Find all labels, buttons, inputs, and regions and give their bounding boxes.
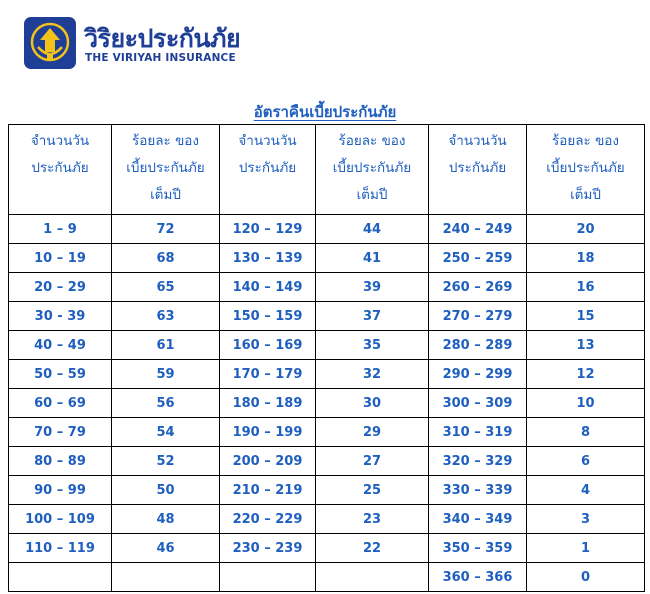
table-row xyxy=(9,389,645,418)
viriyah-emblem-icon xyxy=(24,17,76,69)
days-range-cell: 180 – 189 xyxy=(220,389,316,418)
table-header-row xyxy=(9,125,645,215)
percent-of-premium-cell: 8 xyxy=(527,418,645,447)
table-row xyxy=(9,476,645,505)
days-range-cell: 170 – 179 xyxy=(220,360,316,389)
percent-of-premium-cell: 4 xyxy=(527,476,645,505)
header-percent xyxy=(112,125,220,215)
days-range-cell: 1 – 9 xyxy=(9,215,112,244)
days-range-cell: 260 – 269 xyxy=(429,273,527,302)
percent-of-premium-cell xyxy=(316,563,429,592)
percent-of-premium-cell: 52 xyxy=(112,447,220,476)
days-range-cell: 80 – 89 xyxy=(9,447,112,476)
brand-english-name: THE VIRIYAH INSURANCE xyxy=(85,52,236,64)
percent-of-premium-cell: 44 xyxy=(316,215,429,244)
days-range-cell: 160 – 169 xyxy=(220,331,316,360)
header-line: ประกันภัย xyxy=(238,160,297,176)
days-range-cell: 290 – 299 xyxy=(429,360,527,389)
percent-of-premium-cell: 10 xyxy=(527,389,645,418)
days-range-cell: 20 – 29 xyxy=(9,273,112,302)
days-range-cell: 150 – 159 xyxy=(220,302,316,331)
percent-of-premium-cell: 61 xyxy=(112,331,220,360)
percent-of-premium-cell: 23 xyxy=(316,505,429,534)
days-range-cell: 220 – 229 xyxy=(220,505,316,534)
percent-of-premium-cell: 56 xyxy=(112,389,220,418)
table-row xyxy=(9,563,645,592)
header-line: เบี้ยประกันภัย xyxy=(332,160,412,176)
header-percent xyxy=(316,125,429,215)
header-line: เต็มปี xyxy=(356,187,388,203)
days-range-cell: 110 – 119 xyxy=(9,534,112,563)
percent-of-premium-cell: 65 xyxy=(112,273,220,302)
days-range-cell: 190 – 199 xyxy=(220,418,316,447)
percent-of-premium-cell: 68 xyxy=(112,244,220,273)
header-line: เบี้ยประกันภัย xyxy=(126,160,205,176)
header-days xyxy=(429,125,527,215)
percent-of-premium-cell: 54 xyxy=(112,418,220,447)
percent-of-premium-cell: 29 xyxy=(316,418,429,447)
header-days xyxy=(9,125,112,215)
days-range-cell: 360 – 366 xyxy=(429,563,527,592)
percent-of-premium-cell: 25 xyxy=(316,476,429,505)
percent-of-premium-cell: 16 xyxy=(527,273,645,302)
table-row xyxy=(9,447,645,476)
days-range-cell: 270 – 279 xyxy=(429,302,527,331)
percent-of-premium-cell: 39 xyxy=(316,273,429,302)
days-range-cell: 330 – 339 xyxy=(429,476,527,505)
table-row xyxy=(9,331,645,360)
days-range-cell: 140 – 149 xyxy=(220,273,316,302)
percent-of-premium-cell: 20 xyxy=(527,215,645,244)
days-range-cell: 100 – 109 xyxy=(9,505,112,534)
percent-of-premium-cell: 50 xyxy=(112,476,220,505)
percent-of-premium-cell: 48 xyxy=(112,505,220,534)
table-row xyxy=(9,505,645,534)
header-line: เต็มปี xyxy=(150,187,181,203)
days-range-cell: 240 – 249 xyxy=(429,215,527,244)
percent-of-premium-cell: 12 xyxy=(527,360,645,389)
days-range-cell: 310 – 319 xyxy=(429,418,527,447)
header-line: จำนวนวัน xyxy=(30,133,90,149)
header-line: ประกันภัย xyxy=(448,160,507,176)
table-row xyxy=(9,244,645,273)
percent-of-premium-cell: 35 xyxy=(316,331,429,360)
page-title: อัตราคืนเบี้ยประกันภัย xyxy=(253,103,397,121)
days-range-cell: 70 – 79 xyxy=(9,418,112,447)
percent-of-premium-cell: 32 xyxy=(316,360,429,389)
header-line: ประกันภัย xyxy=(31,160,89,176)
brand-thai-name: วิริยะประกันภัย xyxy=(84,24,241,53)
percent-of-premium-cell: 27 xyxy=(316,447,429,476)
days-range-cell: 60 – 69 xyxy=(9,389,112,418)
days-range-cell: 50 – 59 xyxy=(9,360,112,389)
table-row xyxy=(9,418,645,447)
table-row xyxy=(9,534,645,563)
header-days xyxy=(220,125,316,215)
days-range-cell: 250 – 259 xyxy=(429,244,527,273)
header-line: จำนวนวัน xyxy=(238,133,297,149)
percent-of-premium-cell: 37 xyxy=(316,302,429,331)
percent-of-premium-cell: 59 xyxy=(112,360,220,389)
header-line: ร้อยละ ของ xyxy=(131,133,199,149)
header-line: เบี้ยประกันภัย xyxy=(546,160,625,176)
percent-of-premium-cell: 15 xyxy=(527,302,645,331)
percent-of-premium-cell: 22 xyxy=(316,534,429,563)
table-row xyxy=(9,302,645,331)
days-range-cell: 40 – 49 xyxy=(9,331,112,360)
refund-rate-table xyxy=(8,124,645,592)
days-range-cell: 90 – 99 xyxy=(9,476,112,505)
days-range-cell: 30 - 39 xyxy=(9,302,112,331)
header-line: เต็มปี xyxy=(570,187,601,203)
percent-of-premium-cell xyxy=(112,563,220,592)
days-range-cell: 340 – 349 xyxy=(429,505,527,534)
percent-of-premium-cell: 63 xyxy=(112,302,220,331)
percent-of-premium-cell: 72 xyxy=(112,215,220,244)
percent-of-premium-cell: 41 xyxy=(316,244,429,273)
header-percent xyxy=(527,125,645,215)
days-range-cell: 300 – 309 xyxy=(429,389,527,418)
days-range-cell: 130 – 139 xyxy=(220,244,316,273)
days-range-cell: 230 – 239 xyxy=(220,534,316,563)
percent-of-premium-cell: 0 xyxy=(527,563,645,592)
percent-of-premium-cell: 18 xyxy=(527,244,645,273)
table-row xyxy=(9,215,645,244)
days-range-cell xyxy=(220,563,316,592)
percent-of-premium-cell: 30 xyxy=(316,389,429,418)
percent-of-premium-cell: 3 xyxy=(527,505,645,534)
header-line: ร้อยละ ของ xyxy=(551,133,619,149)
percent-of-premium-cell: 6 xyxy=(527,447,645,476)
days-range-cell: 320 – 329 xyxy=(429,447,527,476)
header-line: จำนวนวัน xyxy=(448,133,507,149)
days-range-cell xyxy=(9,563,112,592)
table-row xyxy=(9,360,645,389)
days-range-cell: 350 – 359 xyxy=(429,534,527,563)
days-range-cell: 120 – 129 xyxy=(220,215,316,244)
header-line: ร้อยละ ของ xyxy=(338,133,406,149)
days-range-cell: 200 – 209 xyxy=(220,447,316,476)
days-range-cell: 280 – 289 xyxy=(429,331,527,360)
percent-of-premium-cell: 1 xyxy=(527,534,645,563)
company-logo xyxy=(24,17,254,71)
days-range-cell: 210 – 219 xyxy=(220,476,316,505)
percent-of-premium-cell: 46 xyxy=(112,534,220,563)
days-range-cell: 10 – 19 xyxy=(9,244,112,273)
percent-of-premium-cell: 13 xyxy=(527,331,645,360)
table-row xyxy=(9,273,645,302)
